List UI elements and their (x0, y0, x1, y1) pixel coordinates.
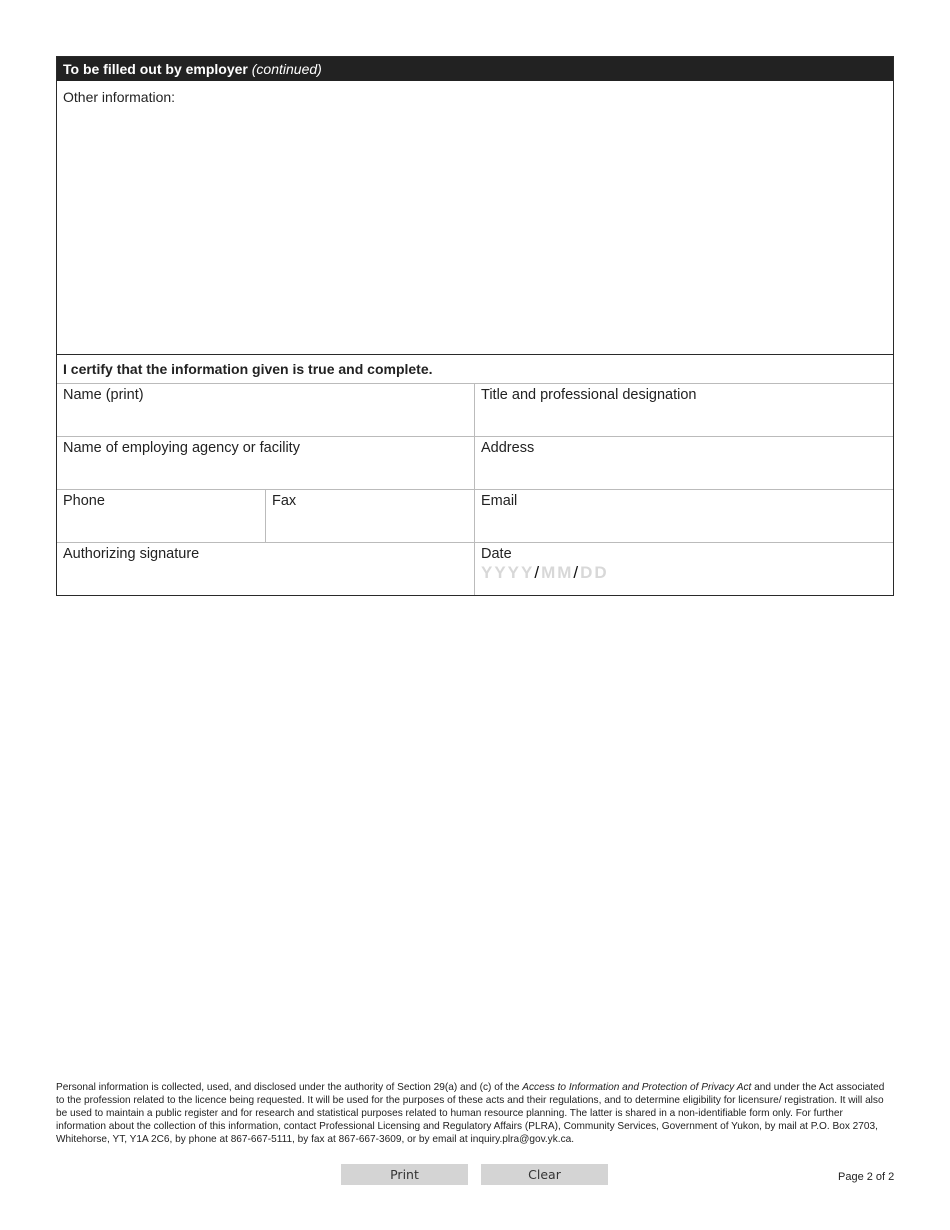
date-format-placeholder[interactable] (481, 563, 887, 583)
date-field[interactable] (475, 543, 893, 595)
form-row-1 (57, 384, 893, 437)
employer-form-section (56, 56, 894, 596)
fax-field (266, 490, 475, 542)
other-information-field (57, 81, 893, 355)
certify-statement: I certify that the information given is true and complete. (57, 355, 893, 384)
employing-agency-input[interactable] (63, 460, 468, 480)
page-number: Page 2 of 2 (838, 1171, 895, 1183)
name-print-input[interactable] (63, 407, 468, 427)
privacy-text-1: Personal information is collected, used, and disclosed under the authority of Section 29(a) and (c) of the (56, 1082, 523, 1093)
employing-agency-label: Name of employing agency or facility (63, 440, 300, 456)
other-information-textarea[interactable] (63, 109, 887, 345)
date-separator: / (573, 563, 581, 582)
title-designation-label: Title and professional designation (481, 387, 697, 403)
employing-agency-field (57, 437, 475, 489)
title-designation-input[interactable] (481, 407, 887, 427)
form-row-3 (57, 490, 893, 543)
form-row-4 (57, 543, 893, 595)
date-month-placeholder[interactable]: MM (541, 563, 574, 582)
date-label: Date (481, 546, 512, 562)
name-print-label: Name (print) (63, 387, 144, 403)
section-continued: (continued) (251, 61, 322, 77)
date-day-placeholder[interactable]: DD (580, 563, 609, 582)
signature-input[interactable] (63, 566, 468, 586)
title-designation-field (475, 384, 893, 436)
form-row-2 (57, 437, 893, 490)
signature-field (57, 543, 475, 595)
privacy-text-2: and under the Act associated to the profession related to the licence being requested. It will be used for the purposes of these acts and their regulations, and to determine eligibility for licensure/ registration. It will also be used to maintain a public register and for research and statistical purposes related to human resource planning. The latter is shared in a non-identifiable form only. For further information about the collection of this information, contact Professional Licensing and Regulatory Affairs (PLRA), Community Services, Government of Yukon, by mail at P.O. Box 2703, Whitehorse, YT, Y1A 2C6, by phone at 867-667-5111, by fax at 867-667-3609, or by email at inquiry.plra@gov.yk.ca. (56, 1082, 885, 1145)
email-label: Email (481, 493, 518, 509)
phone-input[interactable] (63, 513, 259, 533)
print-button[interactable]: Print (341, 1164, 468, 1185)
fax-input[interactable] (272, 513, 468, 533)
email-input[interactable] (481, 513, 887, 533)
phone-label: Phone (63, 493, 105, 509)
address-field (475, 437, 893, 489)
email-field (475, 490, 893, 542)
address-label: Address (481, 440, 535, 456)
section-header (57, 57, 893, 81)
phone-field (57, 490, 266, 542)
date-separator: / (534, 563, 542, 582)
fax-label: Fax (272, 493, 297, 509)
signature-label: Authorizing signature (63, 546, 200, 562)
other-information-label: Other information: (63, 89, 176, 105)
privacy-act-name: Access to Information and Protection of Privacy Act (522, 1082, 752, 1093)
privacy-notice (56, 1081, 892, 1146)
clear-button[interactable]: Clear (481, 1164, 608, 1185)
date-year-placeholder[interactable]: YYYY (481, 563, 535, 582)
name-print-field (57, 384, 475, 436)
address-input[interactable] (481, 460, 887, 480)
section-title: To be filled out by employer (63, 61, 248, 77)
